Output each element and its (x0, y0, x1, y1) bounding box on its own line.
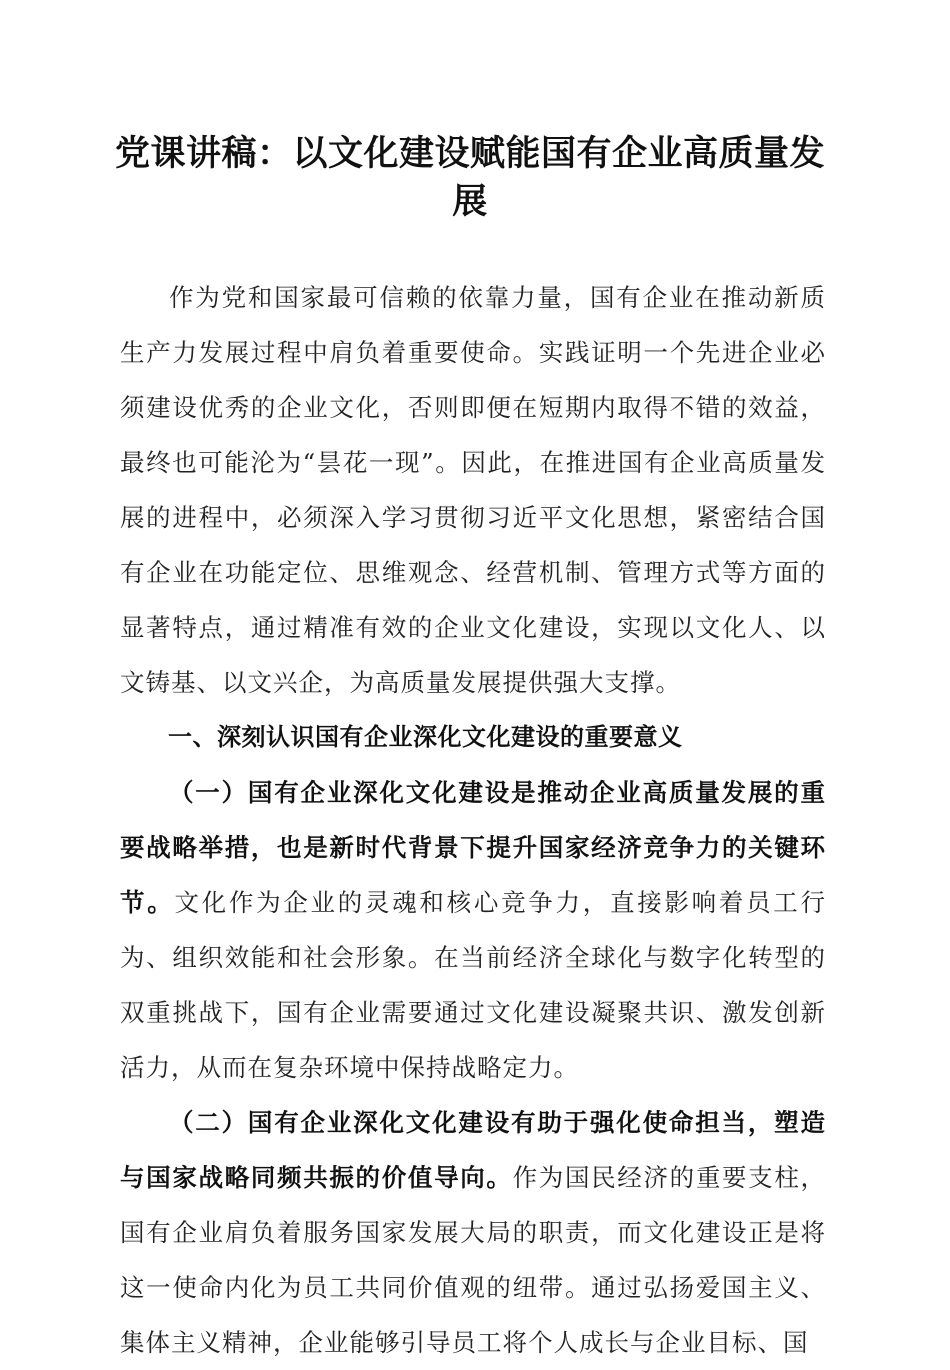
section-heading-1: 一、深刻认识国有企业深化文化建设的重要意义 (168, 723, 683, 751)
intro-paragraph: 作为党和国家最可信赖的依靠力量，国有企业在推动新质生产力发展过程中肩负着重要使命。实践证明一个先进企业必须建设优秀的企业文化，否则即便在短期内取得不错的效益，最终也可能沦为“昙花一现”。因此，在推进国有企业高质量发展的进程中，必须深入学习贯彻习近平文化思想，紧密结合国有企业在功能定位、思维观念、经营机制、管理方式等方面的显著特点，通过精准有效的企业文化建设，实现以文化人、以文铸基、以文兴企，为高质量发展提供强大支撑。 (120, 283, 826, 697)
subsection-2-lead: （二）国有企业深化文化建设有助于强化使命担当，塑造与国家战略同频共振的价值导向。 (120, 1108, 826, 1192)
subsection-2-body: 作为国民经济的重要支柱，国有企业肩负着服务国家发展大局的职责，而文化建设正是将这一使命内化为员工共同价值观的纽带。通过弘扬爱国主义、集体主义精神，企业能够引导员工将个人成长与企业目标、国 (120, 1163, 827, 1357)
subsection-1-body: 文化作为企业的灵魂和核心竞争力，直接影响着员工行为、组织效能和社会形象。在当前经济全球化与数字化转型的双重挑战下，国有企业需要通过文化建设凝聚共识、激发创新活力，从而在复杂环境中保持战略定力。 (120, 888, 827, 1082)
subsection-1-paragraph (120, 765, 826, 1095)
document-body (120, 270, 826, 1370)
document-title: 党课讲稿：以文化建设赋能国有企业高质量发展 (114, 133, 825, 222)
subsection-1-lead: （一）国有企业深化文化建设是推动企业高质量发展的重要战略举措，也是新时代背景下提升国家经济竞争力的关键环节。 (120, 778, 826, 917)
subsection-2-paragraph (120, 1095, 826, 1370)
